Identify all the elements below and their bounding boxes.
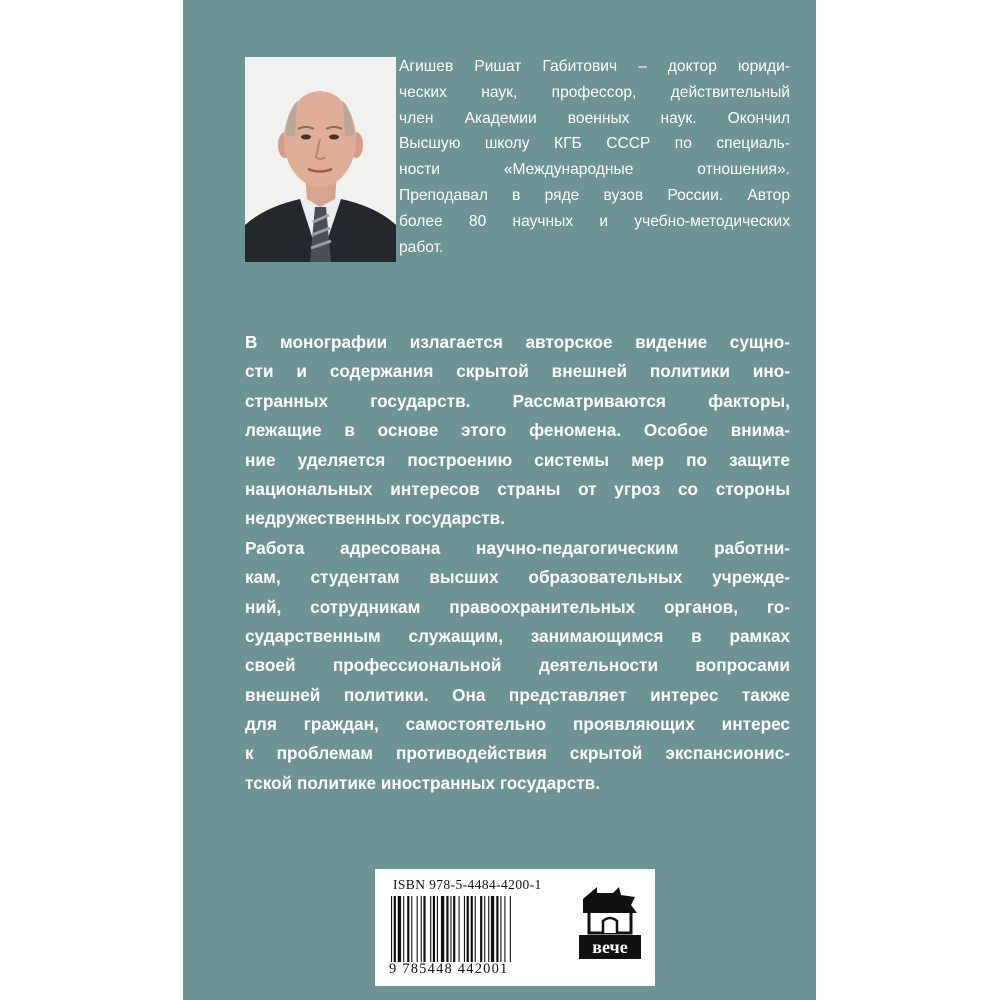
barcode-bar bbox=[488, 896, 489, 962]
abstract-line: ний, сотрудникам правоохранительных органов, го- bbox=[245, 596, 790, 617]
barcode-bar bbox=[464, 896, 465, 962]
abstract-line: внешней политики. Она представляет интерес также bbox=[245, 684, 790, 705]
abstract-line: лежащие в основе этого феномена. Особое внима- bbox=[245, 420, 790, 441]
barcode-bar bbox=[471, 896, 473, 962]
abstract-line: В монографии излагается авторское видение сущно- bbox=[245, 332, 790, 352]
bio-line: ческих наук, профессор, действительный bbox=[399, 83, 790, 101]
author-photo bbox=[245, 57, 396, 262]
barcode-bar bbox=[398, 896, 401, 962]
veche-logo-icon bbox=[575, 883, 645, 963]
abstract-line: национальных интересов страны от угроз со стороны bbox=[245, 478, 790, 499]
logo-text: вече bbox=[592, 937, 628, 957]
bio-line: Преподавал в ряде вузов России. Автор bbox=[399, 186, 790, 204]
barcode-bar bbox=[441, 896, 444, 962]
abstract-line: недружественных государств. bbox=[245, 508, 506, 529]
barcode-bar bbox=[496, 896, 498, 962]
barcode-bar bbox=[510, 896, 511, 962]
barcode-bar bbox=[491, 896, 494, 962]
barcode bbox=[389, 896, 559, 962]
barcode-digits: 9 785448 442001 bbox=[389, 961, 509, 977]
barcode-bar bbox=[446, 896, 448, 962]
abstract-line: своей профессиональной деятельности вопросами bbox=[245, 655, 790, 676]
bio-line: Агишев Ришат Габитович – доктор юриди- bbox=[399, 58, 790, 75]
barcode-bar bbox=[475, 896, 476, 962]
barcode-bar bbox=[480, 896, 482, 962]
abstract-line: к проблемам противодействия скрытой экспансионис- bbox=[245, 743, 790, 764]
barcode-bar bbox=[423, 896, 425, 962]
bio-line: Высшую школу КГБ СССР по специаль- bbox=[399, 135, 790, 153]
barcode-bar bbox=[417, 896, 418, 962]
barcode-bar bbox=[500, 896, 501, 962]
abstract-line: кам, студентам высших образовательных учрежде- bbox=[245, 567, 790, 588]
abstract-line: ние уделяется построению системы мер по защите bbox=[245, 449, 790, 470]
bio-line: более 80 научных и учебно-методических bbox=[399, 212, 790, 230]
barcode-bar bbox=[467, 896, 469, 962]
barcode-bar bbox=[411, 896, 412, 962]
abstract-line: тской политике иностранных государств. bbox=[245, 772, 601, 793]
barcode-bar bbox=[484, 896, 485, 962]
barcode-bar bbox=[433, 896, 435, 962]
barcode-bar bbox=[459, 896, 460, 962]
barcode-bar bbox=[437, 896, 438, 962]
barcode-bar bbox=[421, 896, 422, 962]
barcode-bar bbox=[407, 896, 409, 962]
barcode-bar bbox=[453, 896, 455, 962]
bio-line: ности «Международные отношения». bbox=[399, 161, 790, 179]
bio-line: работ. bbox=[399, 238, 444, 256]
barcode-bar bbox=[430, 896, 431, 962]
barcode-bar bbox=[504, 896, 505, 962]
abstract-line: сти и содержания скрытой внешней политики ино- bbox=[245, 361, 790, 382]
abstract-line: для граждан, самостоятельно проявляющих интерес bbox=[245, 714, 790, 735]
barcode-bar bbox=[391, 896, 392, 962]
book-abstract bbox=[245, 328, 790, 798]
author-bio bbox=[399, 54, 790, 260]
abstract-line: сударственным служащим, занимающимся в рамках bbox=[245, 625, 790, 646]
bio-line: член Академии военных наук. Окончил bbox=[399, 109, 790, 127]
barcode-bar bbox=[450, 896, 451, 962]
abstract-line: Работа адресована научно-педагогическим работни- bbox=[245, 537, 790, 558]
barcode-bar bbox=[394, 896, 396, 962]
isbn-block bbox=[375, 869, 655, 986]
abstract-line: странных государств. Рассматриваются факторы, bbox=[245, 390, 790, 411]
isbn-label: ISBN 978-5-4484-4200-1 bbox=[393, 877, 542, 892]
barcode-bar bbox=[403, 896, 404, 962]
